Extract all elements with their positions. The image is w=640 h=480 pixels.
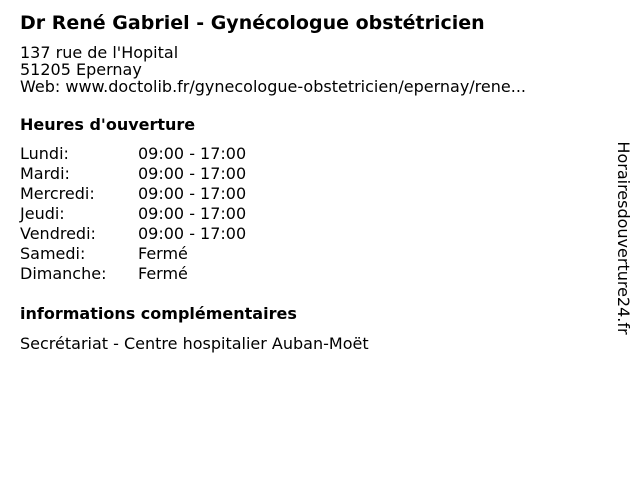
address-street: 137 rue de l'Hopital bbox=[20, 43, 179, 62]
extra-info-text: Secrétariat - Centre hospitalier Auban-Moët bbox=[20, 334, 369, 353]
address-block bbox=[20, 44, 610, 95]
extra-info-heading: informations complémentaires bbox=[20, 304, 297, 323]
website-link[interactable]: Web: www.doctolib.fr/gynecologue-obstetricien/epernay/rene... bbox=[20, 77, 526, 96]
hours-day: Mercredi: bbox=[20, 184, 95, 203]
hours-row bbox=[20, 264, 610, 284]
hours-day: Samedi: bbox=[20, 244, 86, 263]
hours-row bbox=[20, 144, 610, 164]
hours-time: 09:00 - 17:00 bbox=[138, 204, 247, 223]
hours-table bbox=[20, 144, 610, 284]
hours-day: Jeudi: bbox=[20, 204, 65, 223]
hours-time: Fermé bbox=[138, 264, 188, 283]
hours-row bbox=[20, 244, 610, 264]
hours-day: Vendredi: bbox=[20, 224, 96, 243]
hours-time: 09:00 - 17:00 bbox=[138, 224, 247, 243]
hours-row bbox=[20, 184, 610, 204]
hours-row bbox=[20, 224, 610, 244]
hours-time: 09:00 - 17:00 bbox=[138, 144, 247, 163]
hours-heading: Heures d'ouverture bbox=[20, 115, 196, 134]
address-city: 51205 Epernay bbox=[20, 60, 142, 79]
hours-day: Mardi: bbox=[20, 164, 70, 183]
hours-time: 09:00 - 17:00 bbox=[138, 184, 247, 203]
hours-row bbox=[20, 204, 610, 224]
hours-day: Lundi: bbox=[20, 144, 69, 163]
site-watermark: Horairesdouverture24.fr bbox=[614, 141, 633, 335]
page-title: Dr René Gabriel - Gynécologue obstétricien bbox=[20, 12, 485, 34]
listing-card bbox=[20, 10, 610, 354]
hours-time: Fermé bbox=[138, 244, 188, 263]
hours-row bbox=[20, 164, 610, 184]
hours-day: Dimanche: bbox=[20, 264, 107, 283]
hours-time: 09:00 - 17:00 bbox=[138, 164, 247, 183]
